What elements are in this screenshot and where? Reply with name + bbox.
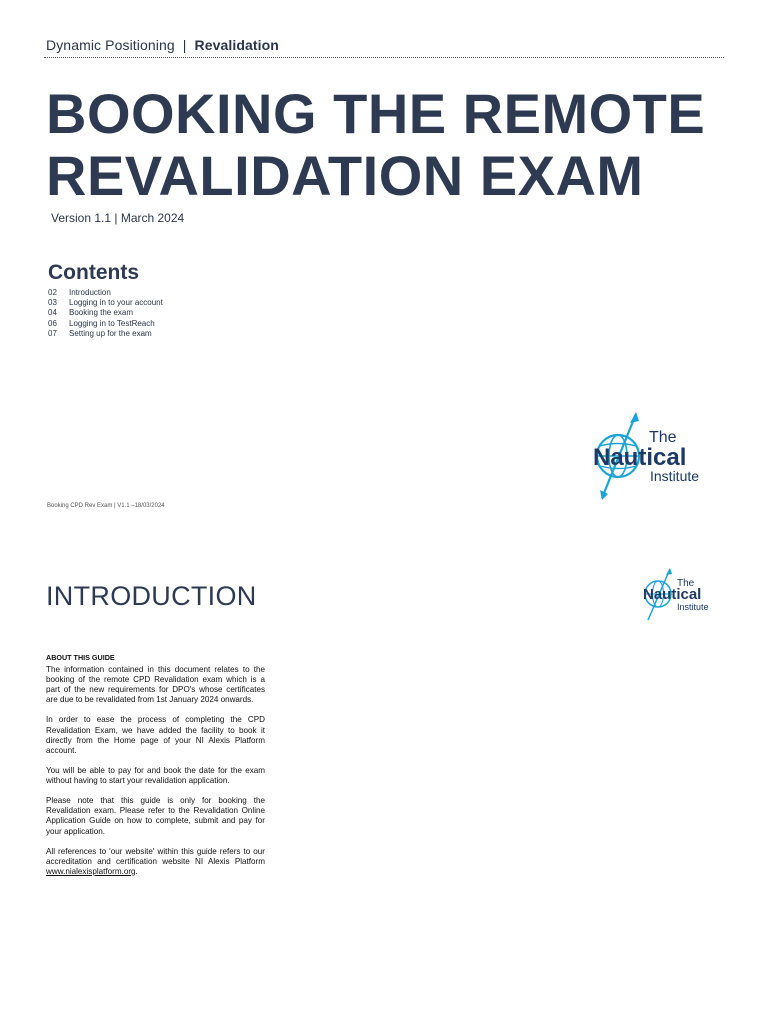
intro-paragraph-5-end: . [135, 866, 138, 876]
toc-page-number: 06 [48, 318, 57, 328]
nautical-institute-logo-small [640, 566, 726, 622]
toc-label: Logging in to your account [69, 298, 163, 308]
toc-item-introduction[interactable] [48, 288, 163, 298]
document-title [46, 83, 705, 207]
logo-text-the: The [649, 429, 677, 446]
title-line-1: BOOKING THE REMOTE [46, 82, 706, 145]
toc-page-number: 07 [48, 328, 57, 338]
toc-item-logging-in[interactable] [48, 298, 163, 308]
intro-paragraph-3: You will be able to pay for and book the date for the exam without having to start your revalidation application. [46, 765, 265, 786]
toc-label: Booking the exam [69, 308, 134, 318]
header-divider [44, 57, 724, 58]
logo-text-the: The [677, 578, 695, 589]
intro-paragraph-1: The information contained in this document relates to the booking of the remote CPD Revalidation exam which is a part of the new requirements for DPO's whose certificates are due to be revalidated from 1st January 2024 onwards. [46, 665, 265, 705]
toc-label: Logging in to TestReach [69, 318, 155, 328]
toc-label: Introduction [69, 288, 111, 297]
nautical-institute-logo [590, 408, 726, 504]
toc-label: Setting up for the exam [69, 328, 152, 338]
header-section: Revalidation [194, 37, 279, 53]
footer-reference: Booking CPD Rev Exam | V1.1 –18/03/2024 [47, 503, 165, 509]
logo-text-nautical: Nautical [593, 444, 687, 471]
logo-text-nautical: Nautical [643, 586, 702, 603]
logo-text-institute: Institute [650, 468, 700, 484]
intro-paragraph-5 [46, 847, 265, 877]
document-header [46, 37, 279, 53]
version-info: Version 1.1 | March 2024 [51, 211, 185, 225]
intro-paragraph-5-text: All references to 'our website' within this guide refers to our accreditation and certification website NI Alexis Platform [46, 846, 265, 866]
introduction-heading: INTRODUCTION [46, 581, 257, 611]
intro-paragraph-4: Please note that this guide is only for booking the Revalidation exam. Please refer to the Revalidation Online Application Guide on how to complete, submit and pay for your application. [46, 796, 265, 836]
toc-page-number: 03 [48, 298, 57, 308]
about-guide-label: ABOUT THIS GUIDE [46, 653, 115, 662]
toc-item-testreach[interactable] [48, 319, 163, 329]
introduction-body [46, 665, 265, 887]
toc-page-number: 02 [48, 288, 57, 297]
toc-item-booking[interactable] [48, 308, 163, 318]
intro-paragraph-2: In order to ease the process of completing the CPD Revalidation Exam, we have added the facility to book it directly from the Home page of your NI Alexis Platform account. [46, 715, 265, 755]
contents-heading: Contents [48, 261, 139, 284]
toc-page-number: 04 [48, 308, 57, 318]
logo-text-institute: Institute [677, 602, 709, 612]
header-separator: | [182, 37, 187, 53]
title-line-2: REVALIDATION EXAM [46, 144, 644, 207]
website-link[interactable]: www.nialexisplatform.org [46, 866, 136, 876]
header-category: Dynamic Positioning [46, 37, 175, 53]
toc-item-setting-up[interactable] [48, 329, 163, 339]
table-of-contents [48, 288, 163, 339]
